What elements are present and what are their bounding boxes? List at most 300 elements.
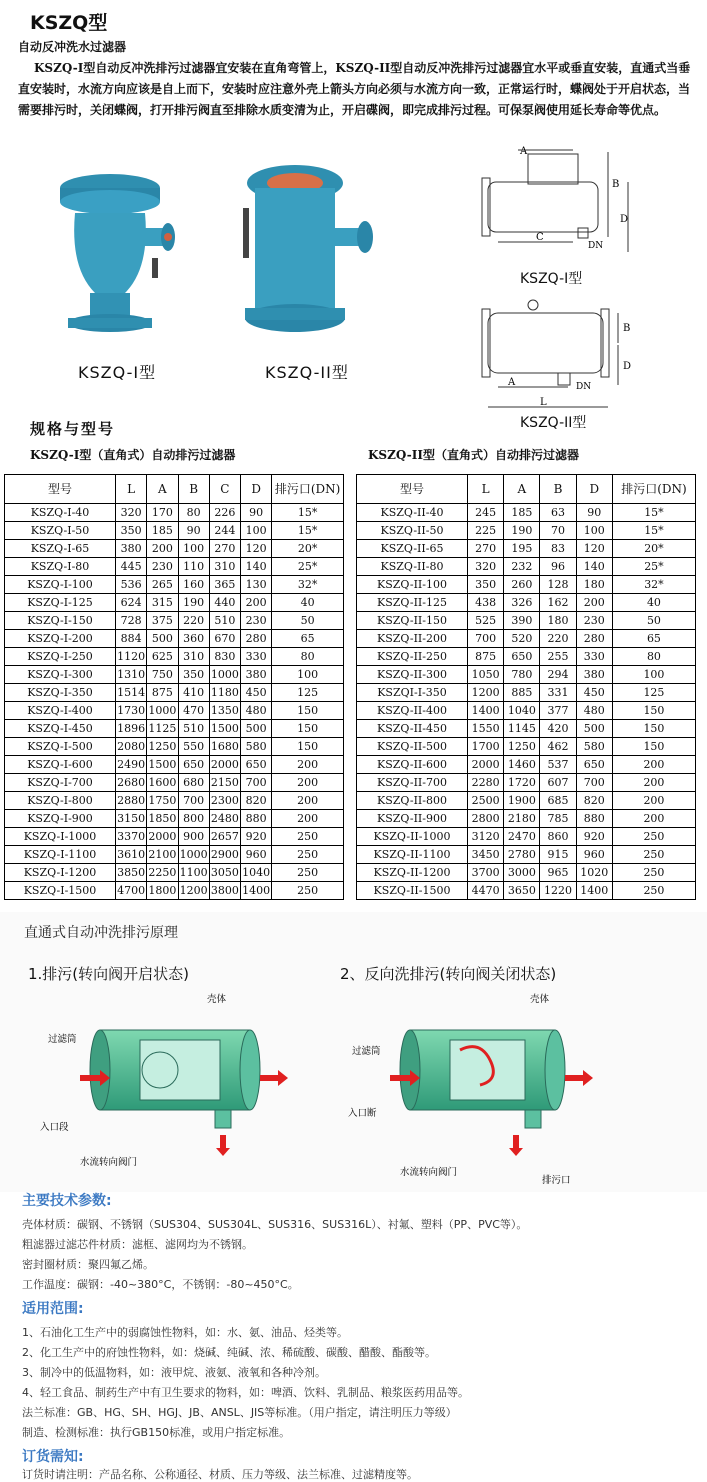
table-cell: 1040 [504, 702, 540, 720]
scope-line: 4、轻工食品、制药生产中有卫生要求的物料，如：啤酒、饮料、乳制品、粮浆医药用品等。 [22, 1386, 469, 1399]
photo-caption-kszq-i: KSZQ-I型 [78, 363, 157, 382]
label-drain-right: 排污口 [542, 1175, 571, 1185]
table-cell: 377 [540, 702, 576, 720]
table-cell: 220 [540, 630, 576, 648]
table-cell: KSZQ-II-100 [357, 576, 468, 594]
table-cell: 100 [241, 522, 272, 540]
table-cell: 260 [504, 576, 540, 594]
table-cell: 125 [612, 684, 695, 702]
spec-table-kszq-ii [356, 474, 696, 900]
table-cell: KSZQ-II-65 [357, 540, 468, 558]
table-cell: 3650 [504, 882, 540, 900]
table-cell: 120 [576, 540, 612, 558]
table-row [357, 810, 696, 828]
table-cell: 3700 [468, 864, 504, 882]
table-cell: KSZQ-II-50 [357, 522, 468, 540]
table-row [5, 882, 344, 900]
table-cell: KSZQ-II-300 [357, 666, 468, 684]
table-cell: 380 [576, 666, 612, 684]
table-cell: KSZQ-II-500 [357, 738, 468, 756]
table-cell: 480 [241, 702, 272, 720]
table-cell: 270 [209, 540, 240, 558]
table-cell: 244 [209, 522, 240, 540]
table-cell: 1000 [209, 666, 240, 684]
table-cell: 700 [468, 630, 504, 648]
table-cell: 1020 [576, 864, 612, 882]
table-cell: 200 [612, 774, 695, 792]
table-cell: 4700 [116, 882, 147, 900]
table-cell: 83 [540, 540, 576, 558]
table-cell: 50 [612, 612, 695, 630]
table-cell: 880 [241, 810, 272, 828]
table-header-cell: D [576, 475, 612, 504]
table-cell: 1120 [116, 648, 147, 666]
table-cell: 200 [612, 792, 695, 810]
table-cell: 365 [209, 576, 240, 594]
table-cell: 110 [178, 558, 209, 576]
table-cell: KSZQ-I-40 [5, 504, 116, 522]
table-cell: 1680 [209, 738, 240, 756]
table-cell: 1700 [468, 738, 504, 756]
table-cell: 650 [504, 648, 540, 666]
principle-right-title: 2、反向洗排污(转向阀关闭状态) [340, 965, 557, 983]
table-cell: 100 [612, 666, 695, 684]
table-cell: 728 [116, 612, 147, 630]
table-cell: 230 [147, 558, 178, 576]
table-cell: 1050 [468, 666, 504, 684]
table-cell: 780 [504, 666, 540, 684]
table-cell: 438 [468, 594, 504, 612]
table-cell: 50 [272, 612, 344, 630]
diagram-caption-kszq-ii: KSZQ-II型 [520, 415, 587, 431]
table-cell: 520 [504, 630, 540, 648]
table-cell: KSZQ-II-125 [357, 594, 468, 612]
table-cell: 2100 [147, 846, 178, 864]
table-cell: 32* [272, 576, 344, 594]
table-header-cell: B [178, 475, 209, 504]
table-cell: 200 [272, 774, 344, 792]
table-row [357, 558, 696, 576]
table-cell: 200 [576, 594, 612, 612]
table-cell: 2150 [209, 774, 240, 792]
principle-left-title: 1.排污(转向阀开启状态) [28, 965, 190, 983]
table1-caption: KSZQ-I型（直角式）自动排污过滤器 [30, 448, 236, 462]
table-cell: 1040 [241, 864, 272, 882]
dim-label-b2: B [623, 323, 631, 334]
table-cell: 90 [576, 504, 612, 522]
table-cell: KSZQ-II-600 [357, 756, 468, 774]
table-cell: KSZQ-II-250 [357, 648, 468, 666]
table-cell: KSZQ-I-1100 [5, 846, 116, 864]
table-row [357, 612, 696, 630]
table-cell: KSZQ-I-700 [5, 774, 116, 792]
table-row [357, 792, 696, 810]
label-inlet-right: 入口断 [348, 1108, 377, 1119]
dim-label-l2: L [540, 397, 547, 408]
table-row [5, 540, 344, 558]
table-cell: 2480 [209, 810, 240, 828]
order-heading: 订货需知: [22, 1449, 84, 1465]
table-row [357, 666, 696, 684]
table-cell: KSZQ-I-800 [5, 792, 116, 810]
table-cell: 320 [116, 504, 147, 522]
table-cell: 1400 [468, 702, 504, 720]
table-header-cell: L [468, 475, 504, 504]
specs-heading: 规格与型号 [30, 420, 116, 438]
table-cell: 650 [241, 756, 272, 774]
table-cell: 3050 [209, 864, 240, 882]
table-cell: 100 [178, 540, 209, 558]
table-row [5, 558, 344, 576]
dim-label-d2: D [623, 361, 632, 372]
table-cell: 1250 [147, 738, 178, 756]
table-cell: 1500 [209, 720, 240, 738]
table-cell: KSZQ-II-150 [357, 612, 468, 630]
table-cell: 510 [209, 612, 240, 630]
table-row [357, 882, 696, 900]
product-photo-kszq-i [40, 158, 190, 358]
table-cell: KSZQ-I-100 [5, 576, 116, 594]
table-cell: 250 [272, 828, 344, 846]
photo-caption-kszq-ii: KSZQ-II型 [265, 363, 349, 382]
table-cell: 185 [147, 522, 178, 540]
dim-label-dn: DN [588, 241, 604, 251]
table-cell: 390 [504, 612, 540, 630]
table-cell: 170 [147, 504, 178, 522]
table-cell: 3610 [116, 846, 147, 864]
table-cell: KSZQ-I-65 [5, 540, 116, 558]
table-cell: 1500 [147, 756, 178, 774]
table-cell: KSZQ-I-150 [5, 612, 116, 630]
table-cell: 920 [241, 828, 272, 846]
table-cell: 250 [612, 828, 695, 846]
table-cell: 875 [147, 684, 178, 702]
table-cell: 350 [468, 576, 504, 594]
table-cell: 625 [147, 648, 178, 666]
table-row [357, 864, 696, 882]
table-cell: 1200 [468, 684, 504, 702]
table-cell: 70 [540, 522, 576, 540]
table-cell: 180 [576, 576, 612, 594]
table-cell: 200 [272, 792, 344, 810]
table-cell: 65 [612, 630, 695, 648]
table-cell: 750 [147, 666, 178, 684]
table-cell: 450 [576, 684, 612, 702]
table-cell: 2180 [504, 810, 540, 828]
table-cell: 1730 [116, 702, 147, 720]
table-cell: 1850 [147, 810, 178, 828]
table-cell: 180 [540, 612, 576, 630]
principle-title: 直通式自动冲洗排污原理 [24, 925, 178, 941]
table-cell: 245 [468, 504, 504, 522]
table-cell: KSZQ-II-200 [357, 630, 468, 648]
table-header-cell: 排污口(DN) [272, 475, 344, 504]
tech-line: 工作温度：碳钢：-40~380°C，不锈钢：-80~450°C。 [22, 1278, 299, 1291]
table-cell: 1514 [116, 684, 147, 702]
table-cell: 800 [178, 810, 209, 828]
table-header-cell: B [540, 475, 576, 504]
table-cell: 15* [612, 522, 695, 540]
table-header-cell: A [504, 475, 540, 504]
label-shell-left: 壳体 [207, 994, 227, 1005]
table-row [5, 738, 344, 756]
scope-heading: 适用范围: [22, 1301, 84, 1317]
table-cell: KSZQ-II-80 [357, 558, 468, 576]
table-cell: 2000 [468, 756, 504, 774]
table-cell: 500 [241, 720, 272, 738]
table-cell: 96 [540, 558, 576, 576]
label-valve-right: 水流转向阀门 [400, 1167, 458, 1178]
table-cell: KSZQ-I-250 [5, 648, 116, 666]
table-cell: 500 [576, 720, 612, 738]
table-cell: 25* [272, 558, 344, 576]
table-cell: KSZQ-II-400 [357, 702, 468, 720]
table-cell: 90 [178, 522, 209, 540]
table-cell: 3850 [116, 864, 147, 882]
table-cell: 200 [272, 810, 344, 828]
table-row [357, 576, 696, 594]
table-cell: 450 [241, 684, 272, 702]
table-cell: 960 [241, 846, 272, 864]
table-cell: 700 [576, 774, 612, 792]
table-cell: 440 [209, 594, 240, 612]
table-cell: 3450 [468, 846, 504, 864]
table-cell: 420 [540, 720, 576, 738]
dim-label-b: B [612, 179, 620, 190]
table-cell: 537 [540, 756, 576, 774]
table-row [5, 522, 344, 540]
table-cell: 326 [504, 594, 540, 612]
table-header-cell: 排污口(DN) [612, 475, 695, 504]
table-cell: KSZQI-I-350 [357, 684, 468, 702]
table-row [5, 504, 344, 522]
table-cell: 1180 [209, 684, 240, 702]
table-row [5, 792, 344, 810]
table-header-cell: 型号 [357, 475, 468, 504]
table-cell: 380 [116, 540, 147, 558]
table-cell: KSZQ-II-800 [357, 792, 468, 810]
table-row [5, 720, 344, 738]
table-row [5, 648, 344, 666]
table-cell: 15* [272, 504, 344, 522]
table-cell: 150 [272, 720, 344, 738]
table-cell: 280 [576, 630, 612, 648]
table-cell: 1000 [178, 846, 209, 864]
spec-table-kszq-i [4, 474, 344, 900]
table-cell: 360 [178, 630, 209, 648]
table-cell: 150 [612, 720, 695, 738]
table-cell: 624 [116, 594, 147, 612]
table-cell: 160 [178, 576, 209, 594]
label-inlet-left: 入口段 [40, 1122, 69, 1133]
table-cell: KSZQ-I-125 [5, 594, 116, 612]
dim-label-a: A [520, 146, 528, 157]
table-row [5, 810, 344, 828]
table-cell: KSZQ-II-700 [357, 774, 468, 792]
table-cell: 2000 [209, 756, 240, 774]
table-cell: 1900 [504, 792, 540, 810]
table-cell: 80 [612, 648, 695, 666]
table-cell: 225 [468, 522, 504, 540]
table-row [5, 576, 344, 594]
table-cell: 2300 [209, 792, 240, 810]
table-cell: 250 [272, 882, 344, 900]
table-cell: 15* [272, 522, 344, 540]
table-row [357, 504, 696, 522]
dim-label-a2: A [508, 377, 516, 388]
table-cell: KSZQ-I-1500 [5, 882, 116, 900]
table-cell: 15* [612, 504, 695, 522]
table-cell: KSZQ-II-900 [357, 810, 468, 828]
table-cell: 294 [540, 666, 576, 684]
table-cell: 310 [178, 648, 209, 666]
table-header-cell: A [147, 475, 178, 504]
table-cell: 310 [209, 558, 240, 576]
table-cell: 320 [468, 558, 504, 576]
table-cell: 1720 [504, 774, 540, 792]
scope-line: 3、制冷中的低温物料，如：液甲烷、液氨、液氧和各种冷剂。 [22, 1366, 326, 1379]
table-cell: 125 [272, 684, 344, 702]
table-cell: 2500 [468, 792, 504, 810]
table-cell: 670 [209, 630, 240, 648]
table-cell: 190 [504, 522, 540, 540]
table-cell: 2880 [116, 792, 147, 810]
table-cell: 200 [612, 756, 695, 774]
table-cell: 3370 [116, 828, 147, 846]
table-cell: 63 [540, 504, 576, 522]
table-cell: 525 [468, 612, 504, 630]
table-cell: 500 [147, 630, 178, 648]
table-cell: 650 [178, 756, 209, 774]
table-cell: 960 [576, 846, 612, 864]
product-photo-kszq-ii [225, 158, 395, 358]
table-cell: 250 [612, 882, 695, 900]
table-cell: 265 [147, 576, 178, 594]
intro-paragraph: KSZQ-I型自动反冲洗排污过滤器宜安装在直角弯管上，KSZQ-II型自动反冲洗排污过滤器宜水平或垂直安装，直通式当垂直安装时，水流方向应该是自上而下，安装时应注意外壳上箭头方向必须与水流方向一致，正常运行时，蝶阀处于开启状态，当需要排污时，关闭蝶阀，打开排污阀直至排除水质变清为止，开启碟阀，即完成排污过程。可保泵阀使用延长寿命等优点。 [18, 61, 691, 117]
table-row [357, 684, 696, 702]
table-cell: 1400 [241, 882, 272, 900]
table-cell: 2080 [116, 738, 147, 756]
table-cell: 330 [241, 648, 272, 666]
table-cell: KSZQ-I-350 [5, 684, 116, 702]
table-cell: 885 [504, 684, 540, 702]
table-cell: 40 [272, 594, 344, 612]
table-cell: 900 [178, 828, 209, 846]
table-cell: 200 [241, 594, 272, 612]
tech-line: 密封圈材质：聚四氟乙烯。 [22, 1258, 154, 1271]
table-row [357, 702, 696, 720]
table-cell: 331 [540, 684, 576, 702]
table-cell: 480 [576, 702, 612, 720]
table-cell: 80 [272, 648, 344, 666]
table-row [357, 828, 696, 846]
table-cell: 4470 [468, 882, 504, 900]
table-cell: 3800 [209, 882, 240, 900]
table-cell: 350 [178, 666, 209, 684]
table-cell: KSZQ-I-200 [5, 630, 116, 648]
principle-illustration-backwash [330, 990, 610, 1185]
table-cell: KSZQ-I-50 [5, 522, 116, 540]
table-cell: 1310 [116, 666, 147, 684]
table-cell: 510 [178, 720, 209, 738]
table-cell: 1896 [116, 720, 147, 738]
table-cell: 2780 [504, 846, 540, 864]
table-row [357, 630, 696, 648]
table-row [5, 630, 344, 648]
table-cell: 2490 [116, 756, 147, 774]
table-cell: 915 [540, 846, 576, 864]
table-row [5, 666, 344, 684]
table-cell: KSZQ-II-1500 [357, 882, 468, 900]
table-cell: 270 [468, 540, 504, 558]
table-row [357, 846, 696, 864]
table-cell: 128 [540, 576, 576, 594]
table-cell: 2657 [209, 828, 240, 846]
table-cell: 820 [576, 792, 612, 810]
table-cell: 410 [178, 684, 209, 702]
table-cell: 607 [540, 774, 576, 792]
table-cell: KSZQ-I-1200 [5, 864, 116, 882]
table-cell: 100 [272, 666, 344, 684]
table-cell: 1200 [178, 882, 209, 900]
table-cell: 875 [468, 648, 504, 666]
table-header-cell: D [241, 475, 272, 504]
table-cell: 650 [576, 756, 612, 774]
table-cell: 150 [272, 738, 344, 756]
table-cell: 3120 [468, 828, 504, 846]
table-cell: 920 [576, 828, 612, 846]
table-cell: 150 [612, 738, 695, 756]
table-cell: 1145 [504, 720, 540, 738]
table-cell: 680 [178, 774, 209, 792]
table-cell: KSZQ-II-1000 [357, 828, 468, 846]
table-cell: 445 [116, 558, 147, 576]
table-cell: 2250 [147, 864, 178, 882]
table-row [357, 738, 696, 756]
table-cell: 255 [540, 648, 576, 666]
dim-label-d: D [620, 214, 629, 225]
table-cell: 330 [576, 648, 612, 666]
scope-line: 制造、检测标准：执行GB150标准，或用户指定标准。 [22, 1426, 291, 1439]
table-cell: 150 [612, 702, 695, 720]
table-cell: 550 [178, 738, 209, 756]
table-cell: 150 [272, 702, 344, 720]
table-cell: 785 [540, 810, 576, 828]
dim-label-c: C [536, 232, 544, 243]
table-cell: KSZQ-II-1100 [357, 846, 468, 864]
table-cell: 700 [241, 774, 272, 792]
table-cell: 185 [504, 504, 540, 522]
table-cell: KSZQ-I-450 [5, 720, 116, 738]
table-cell: KSZQ-I-600 [5, 756, 116, 774]
label-filter-right: 过滤筒 [352, 1046, 381, 1057]
table-cell: 250 [612, 864, 695, 882]
table-cell: 3000 [504, 864, 540, 882]
table-cell: 2470 [504, 828, 540, 846]
table-cell: 820 [241, 792, 272, 810]
tech-line: 壳体材质：碳钢、不锈钢（SUS304、SUS304L、SUS316、SUS316L）、衬氟、塑料（PP、PVC等）。 [22, 1218, 528, 1231]
table-row [357, 774, 696, 792]
table-cell: 2280 [468, 774, 504, 792]
table-cell: KSZQ-II-450 [357, 720, 468, 738]
table-cell: 162 [540, 594, 576, 612]
table-cell: 1220 [540, 882, 576, 900]
table-row [5, 702, 344, 720]
principle-illustration-drain [20, 990, 320, 1185]
table-cell: 700 [178, 792, 209, 810]
table-row [357, 522, 696, 540]
table-cell: 884 [116, 630, 147, 648]
